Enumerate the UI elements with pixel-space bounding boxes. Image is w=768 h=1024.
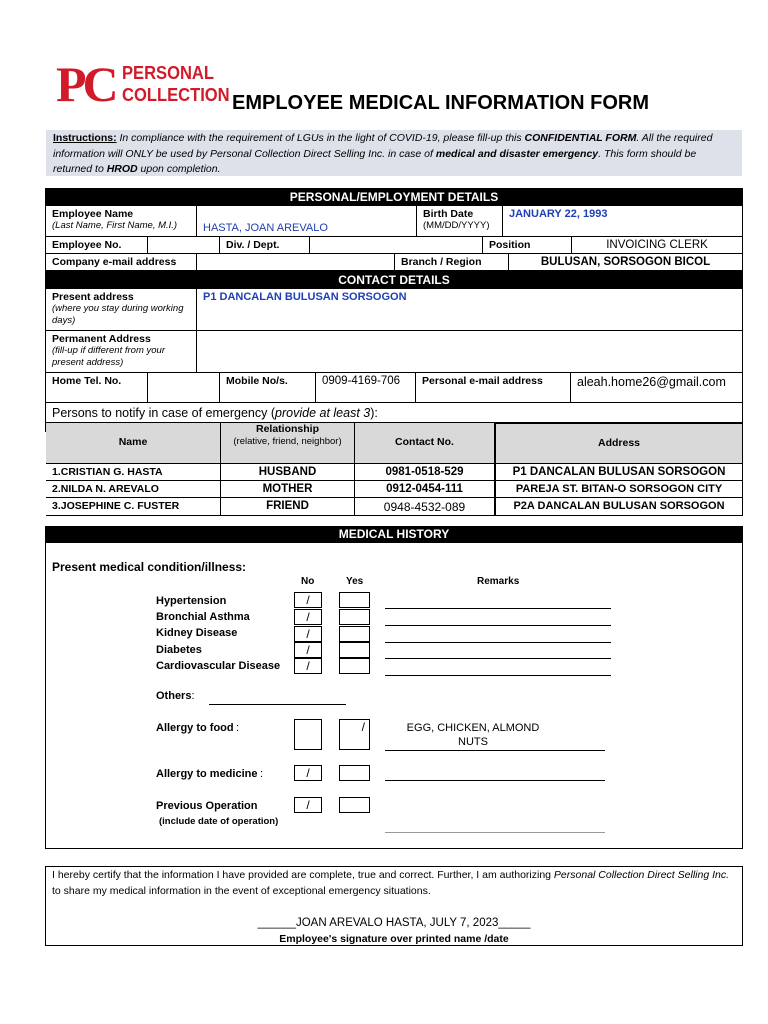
birth-date-sublabel: (MM/DD/YYYY)	[423, 220, 490, 231]
instructions-bold-3: HROD	[106, 163, 138, 175]
certification-text-1: I hereby certify that the information I have provided are complete, true and correct. Further, I am authorizing	[52, 869, 554, 881]
hypertension-yes-checkbox[interactable]	[339, 592, 370, 608]
person-name: 3.JOSEPHINE C. FUSTER	[52, 500, 180, 512]
div-label-cell	[220, 237, 310, 254]
branch-field[interactable]	[509, 254, 742, 271]
branch-label: Branch / Region	[401, 256, 482, 268]
person-name: 2.NILDA N. AREVALO	[52, 483, 159, 495]
condition-kidney-disease: Kidney Disease	[156, 627, 238, 639]
company-logo-mark: PC	[56, 56, 115, 112]
emergency-end: ):	[370, 406, 378, 420]
mobile-label-cell	[220, 373, 316, 403]
present-address-label: Present address	[52, 291, 134, 303]
mobile-label: Mobile No/s.	[226, 375, 288, 387]
logo-line-2: COLLECTION	[122, 85, 230, 105]
certification-text-2: to share my medical information in the event of exceptional emergency situations.	[52, 884, 431, 897]
company-email-label: Company e-mail address	[52, 256, 177, 268]
instructions-text-3: . This form should be returned to	[53, 147, 697, 175]
cardio-remarks-line[interactable]	[385, 675, 611, 676]
col-remarks-label: Remarks	[477, 576, 520, 587]
instructions-bold-2: medical and disaster emergency	[435, 147, 599, 160]
col-contact-label: Contact No.	[395, 436, 454, 448]
medical-header: MEDICAL HISTORY	[45, 526, 743, 543]
table-cell	[495, 498, 743, 516]
table-cell	[221, 464, 355, 481]
employee-name-field[interactable]	[197, 206, 417, 237]
instructions-text-1: In compliance with the requirement of LGUs in the light of COVID-19, please fill-up this	[116, 132, 525, 144]
person-relationship: HUSBAND	[258, 466, 317, 478]
company-email-label-cell	[46, 254, 197, 271]
employee-name-value: HASTA, JOAN AREVALO	[203, 222, 328, 234]
company-logo-text	[122, 62, 230, 106]
allergy-food-remarks-line[interactable]	[385, 750, 605, 751]
person-address: PAREJA ST. BITAN-O SORSOGON CITY	[515, 483, 723, 495]
logo-line-1: PERSONAL	[122, 63, 215, 83]
col-name-label: Name	[118, 436, 148, 448]
table-cell	[221, 498, 355, 516]
certification-text	[52, 868, 738, 899]
kidney-no-checkbox[interactable]: /	[294, 626, 322, 642]
contact-header: CONTACT DETAILS	[45, 271, 743, 289]
emergency-italic: provide at least 3	[275, 406, 371, 420]
personal-email-label-cell	[416, 373, 571, 403]
condition-bronchial-asthma: Bronchial Asthma	[156, 611, 250, 623]
kidney-yes-checkbox[interactable]	[339, 626, 370, 642]
condition-cardiovascular: Cardiovascular Disease	[156, 660, 281, 672]
person-contact: 0981-0518-529	[385, 466, 464, 478]
employee-no-label-cell	[46, 237, 148, 254]
div-field[interactable]	[310, 237, 483, 254]
allergy-food-remarks-2: NUTS	[458, 736, 488, 748]
allergy-food-remarks-1: EGG, CHICKEN, ALMOND	[406, 722, 540, 734]
birth-date-label-cell	[417, 206, 503, 237]
employee-name-label: Employee Name	[52, 208, 134, 220]
instructions-text-2: . All the required information will ONLY be used by Personal Collection Direct Selling Inc. in case of	[53, 132, 713, 160]
col-relationship-header	[221, 423, 355, 464]
permanent-address-label: Permanent Address	[52, 333, 151, 345]
condition-hypertension: Hypertension	[156, 595, 227, 607]
others-label	[156, 690, 195, 702]
emergency-label: Persons to notify in case of emergency (	[52, 406, 276, 420]
birth-date-field[interactable]	[503, 206, 742, 237]
home-tel-label: Home Tel. No.	[52, 375, 122, 387]
hypertension-remarks-line[interactable]	[385, 608, 611, 609]
diabetes-yes-checkbox[interactable]	[339, 642, 370, 658]
allergy-food-no-checkbox[interactable]	[294, 719, 322, 750]
branch-value: BULUSAN, SORSOGON BICOL	[540, 256, 711, 268]
person-relationship: MOTHER	[262, 483, 313, 495]
permanent-address-field[interactable]	[197, 331, 742, 373]
cardio-no-checkbox[interactable]: /	[294, 658, 322, 674]
birth-date-label: Birth Date	[423, 208, 474, 220]
allergy-food-label: Allergy to food	[156, 722, 234, 734]
table-row	[46, 481, 221, 498]
branch-label-cell	[395, 254, 509, 271]
condition-diabetes: Diabetes	[156, 644, 202, 656]
position-field[interactable]	[571, 237, 742, 254]
person-address: P1 DANCALAN BULUSAN SORSOGON	[512, 466, 726, 478]
diabetes-remarks-line[interactable]	[385, 658, 611, 659]
diabetes-no-checkbox[interactable]: /	[294, 642, 322, 658]
table-cell	[221, 481, 355, 498]
allergy-food-yes-checkbox[interactable]: /	[339, 719, 370, 750]
position-label: Position	[489, 239, 531, 251]
col-address-header	[495, 423, 743, 464]
allergy-medicine-no-checkbox[interactable]: /	[294, 765, 322, 781]
person-name: 1.CRISTIAN G. HASTA	[52, 466, 163, 478]
previous-operation-sublabel: (include date of operation)	[159, 816, 279, 827]
col-yes-label: Yes	[346, 576, 364, 587]
kidney-remarks-line[interactable]	[385, 642, 611, 643]
mobile-field[interactable]	[316, 373, 416, 403]
instructions-text-4: upon completion.	[137, 163, 221, 175]
allergy-food-remarks	[385, 721, 561, 749]
previous-operation-remarks-line[interactable]	[385, 832, 605, 833]
others-label-text: Others	[156, 690, 192, 702]
col-name-header	[46, 423, 221, 464]
present-address-sublabel: (where you stay during working days)	[52, 303, 184, 326]
allergy-food-colon: :	[236, 722, 240, 734]
personal-email-field[interactable]	[571, 373, 742, 403]
allergy-medicine-remarks-line[interactable]	[385, 780, 605, 781]
person-contact: 0912-0454-111	[386, 483, 463, 495]
previous-operation-no-checkbox[interactable]: /	[294, 797, 322, 813]
birth-date-value: JANUARY 22, 1993	[509, 208, 608, 220]
person-address: P2A DANCALAN BULUSAN SORSOGON	[513, 500, 725, 512]
table-cell	[495, 464, 743, 481]
instructions-label: Instructions:	[53, 132, 117, 144]
asthma-yes-checkbox[interactable]	[339, 609, 370, 625]
permanent-address-label-cell	[46, 331, 197, 373]
employee-name-label-cell	[46, 206, 197, 237]
previous-operation-yes-checkbox[interactable]	[339, 797, 370, 813]
previous-operation-label: Previous Operation	[156, 800, 258, 812]
emergency-heading	[46, 403, 742, 423]
table-cell	[355, 481, 495, 498]
table-cell	[355, 498, 495, 516]
instructions-box	[46, 130, 742, 176]
allergy-medicine-colon: :	[260, 768, 264, 780]
signature-label: Employee's signature over printed name /date	[279, 933, 509, 945]
company-email-field[interactable]	[197, 254, 395, 271]
form-title: EMPLOYEE MEDICAL INFORMATION FORM	[232, 92, 650, 114]
employee-name-sublabel: (Last Name, First Name, M.I.)	[52, 220, 178, 231]
medical-section	[45, 526, 743, 849]
permanent-address-sublabel: (fill-up if different from your present address)	[52, 345, 165, 368]
instructions-bold-1: CONFIDENTIAL FORM	[524, 132, 637, 144]
personal-email-value: aleah.home26@gmail.com	[577, 375, 726, 389]
cardio-yes-checkbox[interactable]	[339, 658, 370, 674]
col-contact-header	[355, 423, 495, 464]
table-row	[46, 464, 221, 481]
col-relationship-label: Relationship	[255, 423, 319, 435]
employee-no-field[interactable]	[148, 237, 220, 254]
hypertension-no-checkbox[interactable]: /	[294, 592, 322, 608]
asthma-no-checkbox[interactable]: /	[294, 609, 322, 625]
others-line[interactable]	[209, 704, 346, 705]
col-relationship-sublabel: (relative, friend, neighbor)	[233, 436, 342, 447]
home-tel-label-cell	[46, 373, 148, 403]
others-colon: :	[191, 690, 195, 702]
home-tel-field[interactable]	[148, 373, 220, 403]
person-relationship: FRIEND	[266, 500, 309, 512]
mobile-value: 0909-4169-706	[322, 375, 401, 387]
allergy-medicine-label: Allergy to medicine	[156, 768, 258, 780]
person-contact: 0948-4532-089	[383, 500, 466, 514]
table-cell	[355, 464, 495, 481]
certification-company: Personal Collection Direct Selling Inc.	[553, 869, 730, 881]
position-value: INVOICING CLERK	[606, 239, 708, 251]
table-cell	[495, 481, 743, 498]
table-row	[46, 498, 221, 516]
present-address-value: P1 DANCALAN BULUSAN SORSOGON	[203, 291, 407, 303]
col-address-label: Address	[597, 437, 640, 449]
personal-email-label: Personal e-mail address	[422, 375, 543, 387]
present-address-label-cell	[46, 289, 197, 331]
employee-no-label: Employee No.	[52, 239, 122, 251]
present-address-field[interactable]	[197, 289, 742, 331]
personal-header: PERSONAL/EMPLOYMENT DETAILS	[45, 189, 743, 206]
signature-line[interactable]: ______JOAN AREVALO HASTA, JULY 7, 2023_____	[257, 917, 531, 929]
allergy-medicine-yes-checkbox[interactable]	[339, 765, 370, 781]
div-label: Div. / Dept.	[226, 239, 280, 251]
asthma-remarks-line[interactable]	[385, 625, 611, 626]
col-no-label: No	[301, 576, 315, 587]
position-label-cell	[483, 237, 571, 254]
present-condition-label: Present medical condition/illness:	[52, 560, 247, 574]
